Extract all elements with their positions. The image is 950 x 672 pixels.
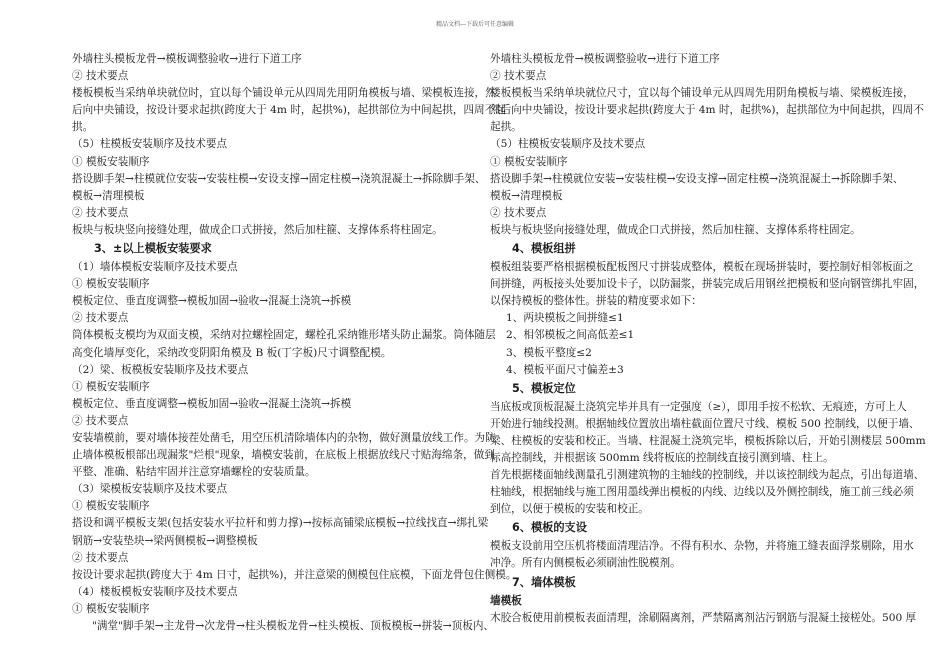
text-line: 后向中央铺设，按设计要求起拱(跨度大于 4m 时，起拱%)，起拱部位为中间起拱，四周不起 <box>72 104 506 117</box>
text-line: 筒体模板支模均为双面支模，采纳对拉螺栓固定，螺栓孔采纳锥形堵头防止漏浆。筒体随层 <box>72 329 496 342</box>
text-line: ② 技术要点 <box>490 206 547 219</box>
right-column <box>490 51 926 627</box>
text-line: 以保持模板的整体性。拼装的精度要求如下： <box>490 295 702 308</box>
text-line: 平整、准确、粘结牢固并注意穿墙螺栓的安装质量。 <box>72 466 316 479</box>
text-line: （5）柱模板安装顺序及技术要点 <box>72 138 228 151</box>
text-line: 3、模板平整度≤2 <box>506 346 592 359</box>
section-heading: 6、模板的支设 <box>512 521 587 535</box>
text-line: 起拱。 <box>490 121 522 134</box>
text-line: 开始进行轴线投测。根据轴线位置放出墙柱截面位置尺寸线、模板 500 控制线，以便于墙、 <box>490 417 920 430</box>
text-line: 高变化墙厚变化，采纳改变阴阳角模及 B 板(丁字板)尺寸调整配模。 <box>72 346 392 359</box>
text-line: ② 技术要点 <box>72 414 129 427</box>
text-line: 板块与板块竖向接缝处理，做成企口式拼接，然后加柱箍、支撑体系将柱固定。 <box>490 223 861 236</box>
text-line: 外墙柱头模板龙骨→模板调整验收→进行下道工序 <box>490 53 720 65</box>
text-line: 楼板模板当采纳单块就位时，宜以每个铺设单元从四周先用阴角模板与墙、梁模板连接，然 <box>72 87 496 100</box>
text-line: 间拼缝，两板接头处要加设卡子，以防漏浆，拼装完成后用钢丝把模板和竖向钢管绑扎牢固， <box>490 278 925 291</box>
text-line: 楼板模板当采纳单块就位尺寸，宜以每个铺设单元从四周先用阴角模板与墙、梁模板连接， <box>490 87 914 100</box>
text-line: 搭设和调平模板支架(包括安装水平拉杆和剪力撑)→按标高铺梁底模板→拉线找直→绑扎梁 <box>72 517 489 530</box>
text-line: 搭设脚手架→柱模就位安装→安装柱模→安设支撑→固定柱模→浇筑混凝土→拆除脚手架、 <box>490 172 904 185</box>
text-line: 外墙柱头模板龙骨→模板调整验收→进行下道工序 <box>72 53 302 65</box>
text-line: （4）楼板模板安装顺序及技术要点 <box>72 585 238 598</box>
text-line: 当底板或顶板混凝土浇筑完毕并具有一定强度（≥），即用手按不松软、无痕迹，方可上人 <box>490 400 907 413</box>
text-line: 止墙体模板根部出现漏浆"烂根"现象，墙模安装前，在底板上根据放线尺寸贴海绵条，做到 <box>72 449 495 462</box>
page-header: 精品文档---下载后可任意编辑 <box>435 21 515 28</box>
text-line: 到位，以便于模板的安装和校正。 <box>490 503 649 516</box>
section-heading: 3、±以上模板安装要求 <box>94 242 212 256</box>
text-line: 拱。 <box>72 121 94 134</box>
text-line: ② 技术要点 <box>72 551 129 564</box>
text-line: ① 模板安装顺序 <box>72 380 150 393</box>
text-line: （1）墙体模板安装顺序及技术要点 <box>72 261 238 274</box>
text-line: 模板支设前用空压机将楼面清理洁净。不得有积水、杂物，并将施工缝表面浮浆剔除，用水 <box>490 540 914 553</box>
text-line: ② 技术要点 <box>72 70 129 83</box>
text-line: 2、相邻模板之间高低差≤1 <box>506 329 635 342</box>
text-line: 标高控制线，并根据该 500mm 线将板底的控制线直接引测到墙、柱上。 <box>490 451 834 464</box>
text-line: ② 技术要点 <box>490 70 547 83</box>
text-line: 冲净。所有内侧模板必须刷油性脱模剂。 <box>490 557 681 570</box>
text-line: （2）梁、板模板安装顺序及技术要点 <box>72 363 249 376</box>
text-line: 梁、柱模板的安装和校正。当墙、柱混凝土浇筑完毕，模板拆除以后，开始引测楼层 500mm <box>490 434 926 447</box>
section-heading: 5、模板定位 <box>512 381 576 395</box>
text-line: （5）柱模板安装顺序及技术要点 <box>490 138 646 151</box>
text-line: ① 模板安装顺序 <box>72 602 150 615</box>
text-line: （3）梁模板安装顺序及技术要点 <box>72 483 228 496</box>
text-line: 首先根据楼面轴线测量孔引测建筑物的主轴线的控制线，并以该控制线为起点，引出每道墙、 <box>490 469 925 482</box>
section-heading: 7、墙体模板 <box>512 575 576 589</box>
text-line: 钢筋→安装垫块→梁两侧模板→调整模板 <box>72 534 258 547</box>
text-line: 板块与板块竖向接缝处理，做成企口式拼接，然后加柱箍、支撑体系将柱固定。 <box>72 223 443 236</box>
text-line: "满堂"脚手架→主龙骨→次龙骨→柱头模板龙骨→柱头模板、顶板模板→拼装→顶板内、 <box>92 620 495 632</box>
text-line: ① 模板安装顺序 <box>72 500 150 513</box>
text-line: 搭设脚手架→柱模就位安装→安装柱模→安设支撑→固定柱模→浇筑混凝土→拆除脚手架、 <box>72 172 486 185</box>
text-line: 按设计要求起拱(跨度大于 4m 日寸，起拱%)，并注意梁的侧模包住底模，下面龙骨包住侧模。 <box>72 568 517 581</box>
text-line: ② 技术要点 <box>72 312 129 325</box>
text-line: 模板定位、垂直度调整→模板加固→验收→混凝土浇筑→拆模 <box>72 397 352 410</box>
text-line: 模板定位、垂直度调整→模板加固→验收→混凝土浇筑→拆模 <box>72 295 352 308</box>
text-line: ① 模板安装顺序 <box>72 278 150 291</box>
subsection-heading: 墙模板 <box>490 594 522 607</box>
text-line: ① 模板安装顺序 <box>72 155 150 168</box>
text-line: ② 技术要点 <box>72 206 129 219</box>
text-line: 木胶合板使用前模板表面清理，涂刷隔离剂，严禁隔离剂沾污钢筋与混凝土接槎处。500 厚 <box>490 611 917 624</box>
text-line: 1、两块模板之间拼缝≤1 <box>506 312 624 325</box>
text-line: 模板→清理模板 <box>72 189 145 202</box>
text-line: 模板→清理模板 <box>490 189 563 202</box>
text-line: 模板组装要严格根据模板配板图尺寸拼装成整体，模板在现场拼装时，要控制好相邻板面之 <box>490 261 914 274</box>
text-line: ① 模板安装顺序 <box>490 155 568 168</box>
section-heading: 4、模板组拼 <box>512 242 576 256</box>
text-line: 然后向中央铺设，按设计要求起拱(跨度大于 4m 时，起拱%)，起拱部位为中间起拱，四周不 <box>490 104 924 117</box>
text-line: 4、模板平面尺寸偏差±3 <box>506 363 624 376</box>
text-line: 安装墙模前，要对墙体接茬处凿毛，用空压机清除墙体内的杂物，做好测量放线工作。为防 <box>72 431 496 444</box>
text-line: 柱轴线，根据轴线与施工图用墨线弹出模板的内线、边线以及外侧控制线，施工前三线必须 <box>490 486 914 499</box>
